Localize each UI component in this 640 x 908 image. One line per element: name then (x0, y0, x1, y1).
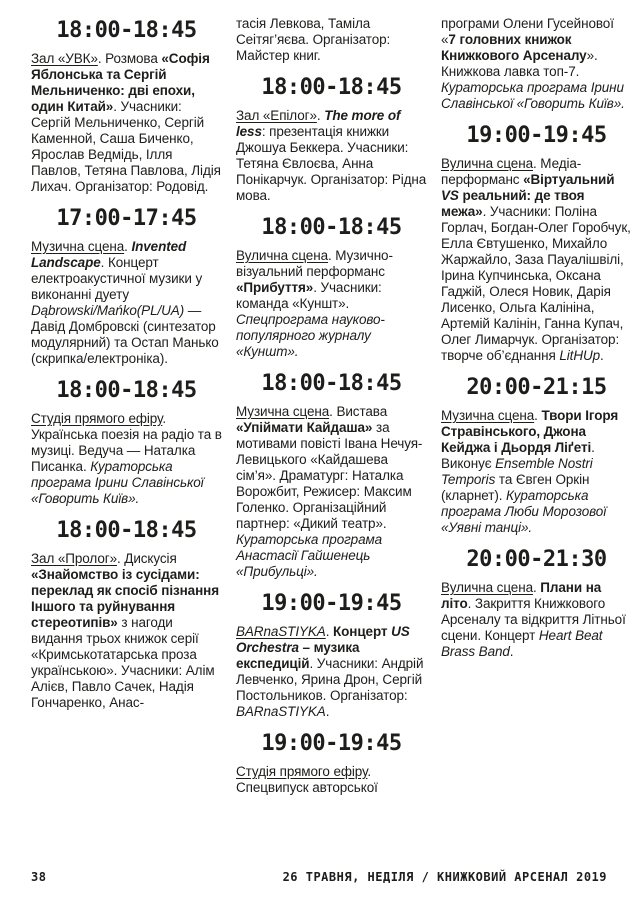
program-column-1 (31, 16, 222, 796)
time-heading: 20:00-21:15 (466, 375, 607, 400)
time-heading: 19:00-19:45 (261, 731, 402, 756)
event-description: Студія прямого ефіру. Українська поезія на радіо та в музиці. Ведуча — Наталка Писанка. Кураторська програма Ірини Славінської «Говорить Київ». (31, 411, 222, 506)
time-heading: 20:00-21:30 (466, 547, 607, 572)
event-description: програми Олени Гусейнової «7 головних книжок Книжкового Арсеналу». Книжкова лавка топ-7. Кураторська програма Ірини Славінської «Говорить Київ». (441, 16, 625, 111)
time-heading: 19:00-19:45 (261, 591, 402, 616)
page-number: 38 (31, 870, 47, 884)
page-footer (0, 870, 640, 884)
event-description: Музична сцена. Твори Ігоря Стравінського, Джона Кейджа і Дьордя Ліґеті. Виконує Ensemble Nostri Temporis та Євген Оркін (кларнет). Кураторська програма Люби Морозової «Уявні танці». (441, 408, 619, 535)
event-description: Студія прямого ефіру. Спецвипуск авторської (236, 764, 378, 795)
event-description: Вулична сцена. Музично-візуальний перформанс «Прибуття». Учасники: команда «Куншт». Спецпрограма науково-популярного журналу «Куншт». (236, 248, 393, 359)
event-description: Зал «Епілог». The more of less: презентація книжки Джошуа Беккера. Учасники: Тетяна Євлоєва, Анна Понікарчук. Організатор: Рідна мова. (236, 108, 427, 203)
program-column-2 (236, 16, 427, 796)
time-heading: 18:00-18:45 (261, 215, 402, 240)
time-heading: 18:00-18:45 (261, 371, 402, 396)
time-heading: 17:00-17:45 (56, 206, 197, 231)
event-description: Зал «Пролог». Дискусія «Знайомство із сусідами: переклад як спосіб пізнання Іншого та руйнування стереотипів» з нагоди видання трьох книжок серії «Кримськотатарська проза українською». Учасники: Алім Алієв, Павло Сачек, Надія Гончаренко, Анас- (31, 551, 219, 710)
event-description: BARnaSTIYKA. Концерт US Orchestra – музика експедицій. Учасники: Андрій Левченко, Ярина Дрон, Сергій Постольников. Організатор: BARnaSTIYKA. (236, 624, 424, 719)
event-description: Зал «УВК». Розмова «Софія Яблонська та Сергій Мельниченко: дві епохи, один Китай». Учасники: Сергій Мельниченко, Сергій Каменной, Саша Биченко, Ярослав Ведмідь, Ілля Павлов, Тетяна Павлова, Лідія Лихач. Організатор: Родовід. (31, 51, 221, 194)
edition-label: 26 ТРАВНЯ, НЕДІЛЯ / КНИЖКОВИЙ АРСЕНАЛ 2019 (282, 870, 607, 884)
event-description: Музична сцена. Вистава «Упіймати Кайдаша» за мотивами повісті Івана Нечуя-Левицького «Кайдашева сім’я». Драматург: Наталка Ворожбит, Режисер: Максим Голенко. Організаційний партнер: «Дикий театр». Кураторська програма Анастасії Гайшенець «Прибульці». (236, 404, 423, 579)
event-description: Вулична сцена. Плани на літо. Закриття Книжкового Арсеналу та відкриття Літньої сцени. Концерт Heart Beat Brass Band. (441, 580, 626, 659)
event-description: тасія Левкова, Таміла Сеітяг’яєва. Організатор: Майстер книг. (236, 16, 391, 63)
event-description: Вулична сцена. Медіа-перформанс «Віртуальний VS реальний: де твоя межа». Учасники: Поліна Горлач, Богдан-Олег Горобчук, Елла Євтушенко, Михайло Жаржайло, Заза Пауалішвілі, Ірина Купчинська, Оксана Гаджій, Олеся Новик, Дарія Лисенко, Ольга Калініна, Артемій Калінін, Ганна Купач, Олег Лимарчук. Організатор: творче об’єднання LitHUp. (441, 156, 631, 363)
time-heading: 19:00-19:45 (466, 123, 607, 148)
time-heading: 18:00-18:45 (261, 75, 402, 100)
time-heading: 18:00-18:45 (56, 378, 197, 403)
time-heading: 18:00-18:45 (56, 518, 197, 543)
time-heading: 18:00-18:45 (56, 18, 197, 43)
event-description: Музична сцена. Invented Landscape. Концерт електроакустичної музики у виконанні дуету Dąbrowski/Mańko(PL/UA) — Давід Домбровскі (синтезатор модулярний) та Остап Манько (скрипка/електроніка). (31, 239, 219, 366)
program-column-3 (441, 16, 632, 796)
